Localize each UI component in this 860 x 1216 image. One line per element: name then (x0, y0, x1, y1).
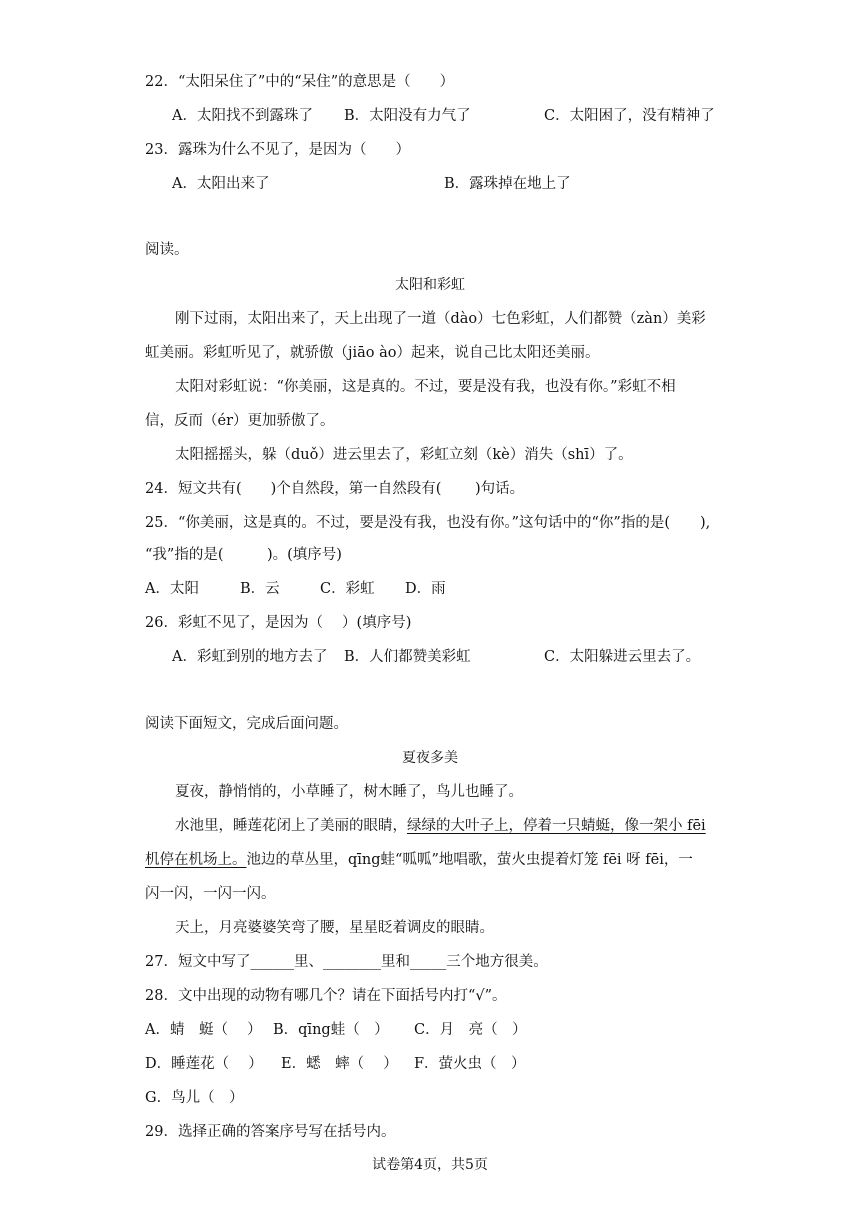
section2-p2-line1-plain: 水池里，睡莲花闭上了美丽的眼睛， (175, 818, 407, 834)
q28-option-a: A．蜻 蜓（ ） (145, 1022, 262, 1038)
section2-p2-line1 (175, 816, 706, 836)
q28-option-f: F．萤火虫（ ） (414, 1056, 526, 1072)
section2-p2-line2-plain: 池边的草丛里，qīng蛙“呱呱”地唱歌，萤火虫提着灯笼 fēi 呀 fēi，一 (246, 852, 693, 868)
q28-stem: 28．文中出现的动物有哪几个？请在下面括号内打“√”。 (145, 988, 507, 1004)
q22-stem: 22．“太阳呆住了”中的“呆住”的意思是（ ） (145, 74, 455, 90)
section2-p2-line2 (145, 850, 693, 870)
q23-option-a: A．太阳出来了 (172, 176, 270, 192)
q25-option-a: A．太阳 (145, 581, 199, 597)
q28-option-c: C．月 亮（ ） (414, 1022, 527, 1038)
q26-option-c: C．太阳躲进云里去了。 (544, 649, 701, 665)
section2-p2-line3: 闪一闪，一闪一闪。 (145, 886, 276, 902)
q22-option-b: B．太阳没有力气了 (344, 108, 471, 124)
q29-stem: 29．选择正确的答案序号写在括号内。 (145, 1124, 396, 1140)
q25-stem-line1-end: ), (700, 515, 711, 531)
q28-option-b: B．qīng蛙（ ） (273, 1022, 389, 1038)
section1-intro: 阅读。 (145, 242, 189, 258)
section1-p1-line2: 虹美丽。彩虹听见了，就骄傲（jiāo ào）起来，说自己比太阳还美丽。 (145, 345, 600, 361)
q25-stem-line2: “我”指的是( )。(填序号) (145, 547, 342, 563)
q23-stem: 23．露珠为什么不见了，是因为（ ） (145, 142, 410, 158)
q25-stem-line1: 25．“你美丽，这是真的。不过，要是没有我，也没有你。”这句话中的“你”指的是( (145, 515, 671, 531)
q25-option-b: B．云 (240, 581, 280, 597)
q26-option-b: B．人们都赞美彩虹 (344, 649, 471, 665)
q25-option-d: D．雨 (405, 581, 446, 597)
q26-stem: 26．彩虹不见了，是因为（ ）(填序号) (145, 615, 412, 631)
section1-p2-line2: 信，反而（ér）更加骄傲了。 (145, 413, 335, 429)
section1-p1-line1: 刚下过雨，太阳出来了，天上出现了一道（dào）七色彩虹，人们都赞（zàn）美彩 (175, 311, 706, 327)
section1-p3-line1: 太阳摇摇头，躲（duǒ）进云里去了，彩虹立刻（kè）消失（shī）了。 (175, 447, 633, 463)
section2-p2-line1-underlined: 绿绿的大叶子上，停着一只蜻蜓，像一架小 fēi (407, 818, 706, 834)
section2-title: 夏夜多美 (402, 750, 458, 766)
section2-p3: 天上，月亮婆婆笑弯了腰，星星眨着调皮的眼睛。 (175, 920, 494, 936)
q22-option-c: C．太阳困了，没有精神了 (544, 108, 715, 124)
q25-option-c: C．彩虹 (320, 581, 375, 597)
page-footer: 试卷第4页，共5页 (372, 1157, 488, 1173)
q22-option-a: A．太阳找不到露珠了 (172, 108, 313, 124)
q28-option-d: D．睡莲花（ ） (145, 1056, 263, 1072)
section2-p1: 夏夜，静悄悄的，小草睡了，树木睡了，鸟儿也睡了。 (175, 784, 523, 800)
section1-p2-line1: 太阳对彩虹说：“你美丽，这是真的。不过，要是没有我，也没有你。”彩虹不相 (175, 379, 676, 395)
section2-intro: 阅读下面短文，完成后面问题。 (145, 716, 348, 732)
q24-stem: 24．短文共有( )个自然段，第一自然段有( )句话。 (145, 481, 525, 497)
section2-p2-line2-underlined: 机停在机场上。 (145, 852, 247, 868)
section1-title: 太阳和彩虹 (395, 277, 465, 293)
q28-option-e: E．蟋 蟀（ ） (281, 1056, 398, 1072)
q23-option-b: B．露珠掉在地上了 (444, 176, 571, 192)
q28-option-g: G．鸟儿（ ） (145, 1090, 244, 1106)
q27-stem: 27．短文中写了______里、________里和_____三个地方很美。 (145, 954, 548, 970)
q26-option-a: A．彩虹到别的地方去了 (172, 649, 328, 665)
